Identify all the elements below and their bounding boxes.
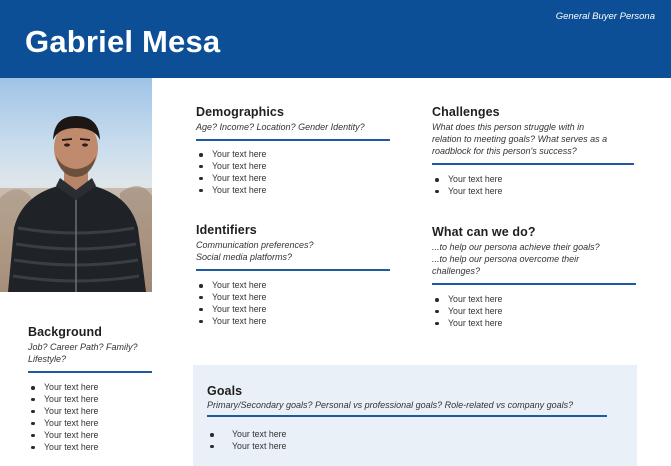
section-divider bbox=[432, 163, 634, 165]
goals-list bbox=[207, 429, 607, 453]
list-item: Your text here bbox=[432, 318, 636, 330]
persona-type-label: General Buyer Persona bbox=[555, 11, 655, 22]
identifiers-subtitle bbox=[196, 239, 390, 263]
subtitle-line: ...to help our persona overcome their bbox=[432, 254, 580, 264]
list-item: Your text here bbox=[196, 280, 390, 292]
list-item: Your text here bbox=[196, 149, 390, 161]
subtitle-line: Communication preferences? bbox=[196, 240, 314, 250]
goals-title: Goals bbox=[207, 384, 243, 398]
section-divider bbox=[207, 415, 607, 417]
subtitle-line: What does this person struggle with in bbox=[432, 122, 585, 132]
header-banner bbox=[0, 0, 671, 78]
list-item: Your text here bbox=[207, 429, 607, 441]
identifiers-title: Identifiers bbox=[196, 223, 257, 237]
identifiers-list bbox=[196, 280, 390, 328]
list-item: Your text here bbox=[196, 173, 390, 185]
section-divider bbox=[28, 371, 152, 373]
background-list bbox=[28, 382, 152, 453]
challenges-section bbox=[432, 105, 634, 198]
list-item: Your text here bbox=[196, 316, 390, 328]
subtitle-line: challenges? bbox=[432, 266, 481, 276]
list-item: Your text here bbox=[196, 292, 390, 304]
list-item: Your text here bbox=[196, 185, 390, 197]
persona-name: Gabriel Mesa bbox=[25, 24, 221, 59]
list-item: Your text here bbox=[432, 174, 634, 186]
section-divider bbox=[196, 269, 390, 271]
demographics-section bbox=[196, 105, 390, 197]
demographics-list bbox=[196, 149, 390, 197]
subtitle-line: Social media platforms? bbox=[196, 252, 293, 262]
challenges-subtitle bbox=[432, 121, 634, 157]
background-title: Background bbox=[28, 325, 102, 339]
background-section bbox=[28, 325, 152, 453]
list-item: Your text here bbox=[28, 430, 152, 442]
subtitle-line: relation to meeting goals? What serves as a bbox=[432, 134, 608, 144]
what-can-we-do-section bbox=[432, 225, 636, 330]
list-item: Your text here bbox=[28, 442, 152, 454]
subtitle-line: roadblock for this person's success? bbox=[432, 146, 577, 156]
section-divider bbox=[432, 283, 636, 285]
what-can-we-do-subtitle bbox=[432, 241, 636, 277]
background-subtitle bbox=[28, 341, 152, 365]
section-divider bbox=[196, 139, 390, 141]
subtitle-line: ...to help our persona achieve their goals? bbox=[432, 242, 600, 252]
subtitle-line: Lifestyle? bbox=[28, 354, 67, 364]
list-item: Your text here bbox=[28, 394, 152, 406]
person-portrait-icon bbox=[0, 78, 152, 292]
list-item: Your text here bbox=[432, 306, 636, 318]
demographics-title: Demographics bbox=[196, 105, 285, 119]
goals-section bbox=[207, 384, 607, 453]
goals-subtitle: Primary/Secondary goals? Personal vs professional goals? Role-related vs company goals? bbox=[207, 400, 574, 410]
list-item: Your text here bbox=[28, 418, 152, 430]
list-item: Your text here bbox=[207, 441, 607, 453]
demographics-subtitle: Age? Income? Location? Gender Identity? bbox=[196, 122, 365, 132]
what-can-we-do-list bbox=[432, 294, 636, 330]
list-item: Your text here bbox=[432, 186, 634, 198]
challenges-list bbox=[432, 174, 634, 198]
list-item: Your text here bbox=[28, 382, 152, 394]
list-item: Your text here bbox=[432, 294, 636, 306]
list-item: Your text here bbox=[196, 304, 390, 316]
list-item: Your text here bbox=[196, 161, 390, 173]
persona-photo bbox=[0, 78, 152, 292]
list-item: Your text here bbox=[28, 406, 152, 418]
what-can-we-do-title: What can we do? bbox=[432, 225, 536, 239]
identifiers-section bbox=[196, 223, 390, 328]
subtitle-line: Job? Career Path? Family? bbox=[28, 342, 138, 352]
challenges-title: Challenges bbox=[432, 105, 500, 119]
